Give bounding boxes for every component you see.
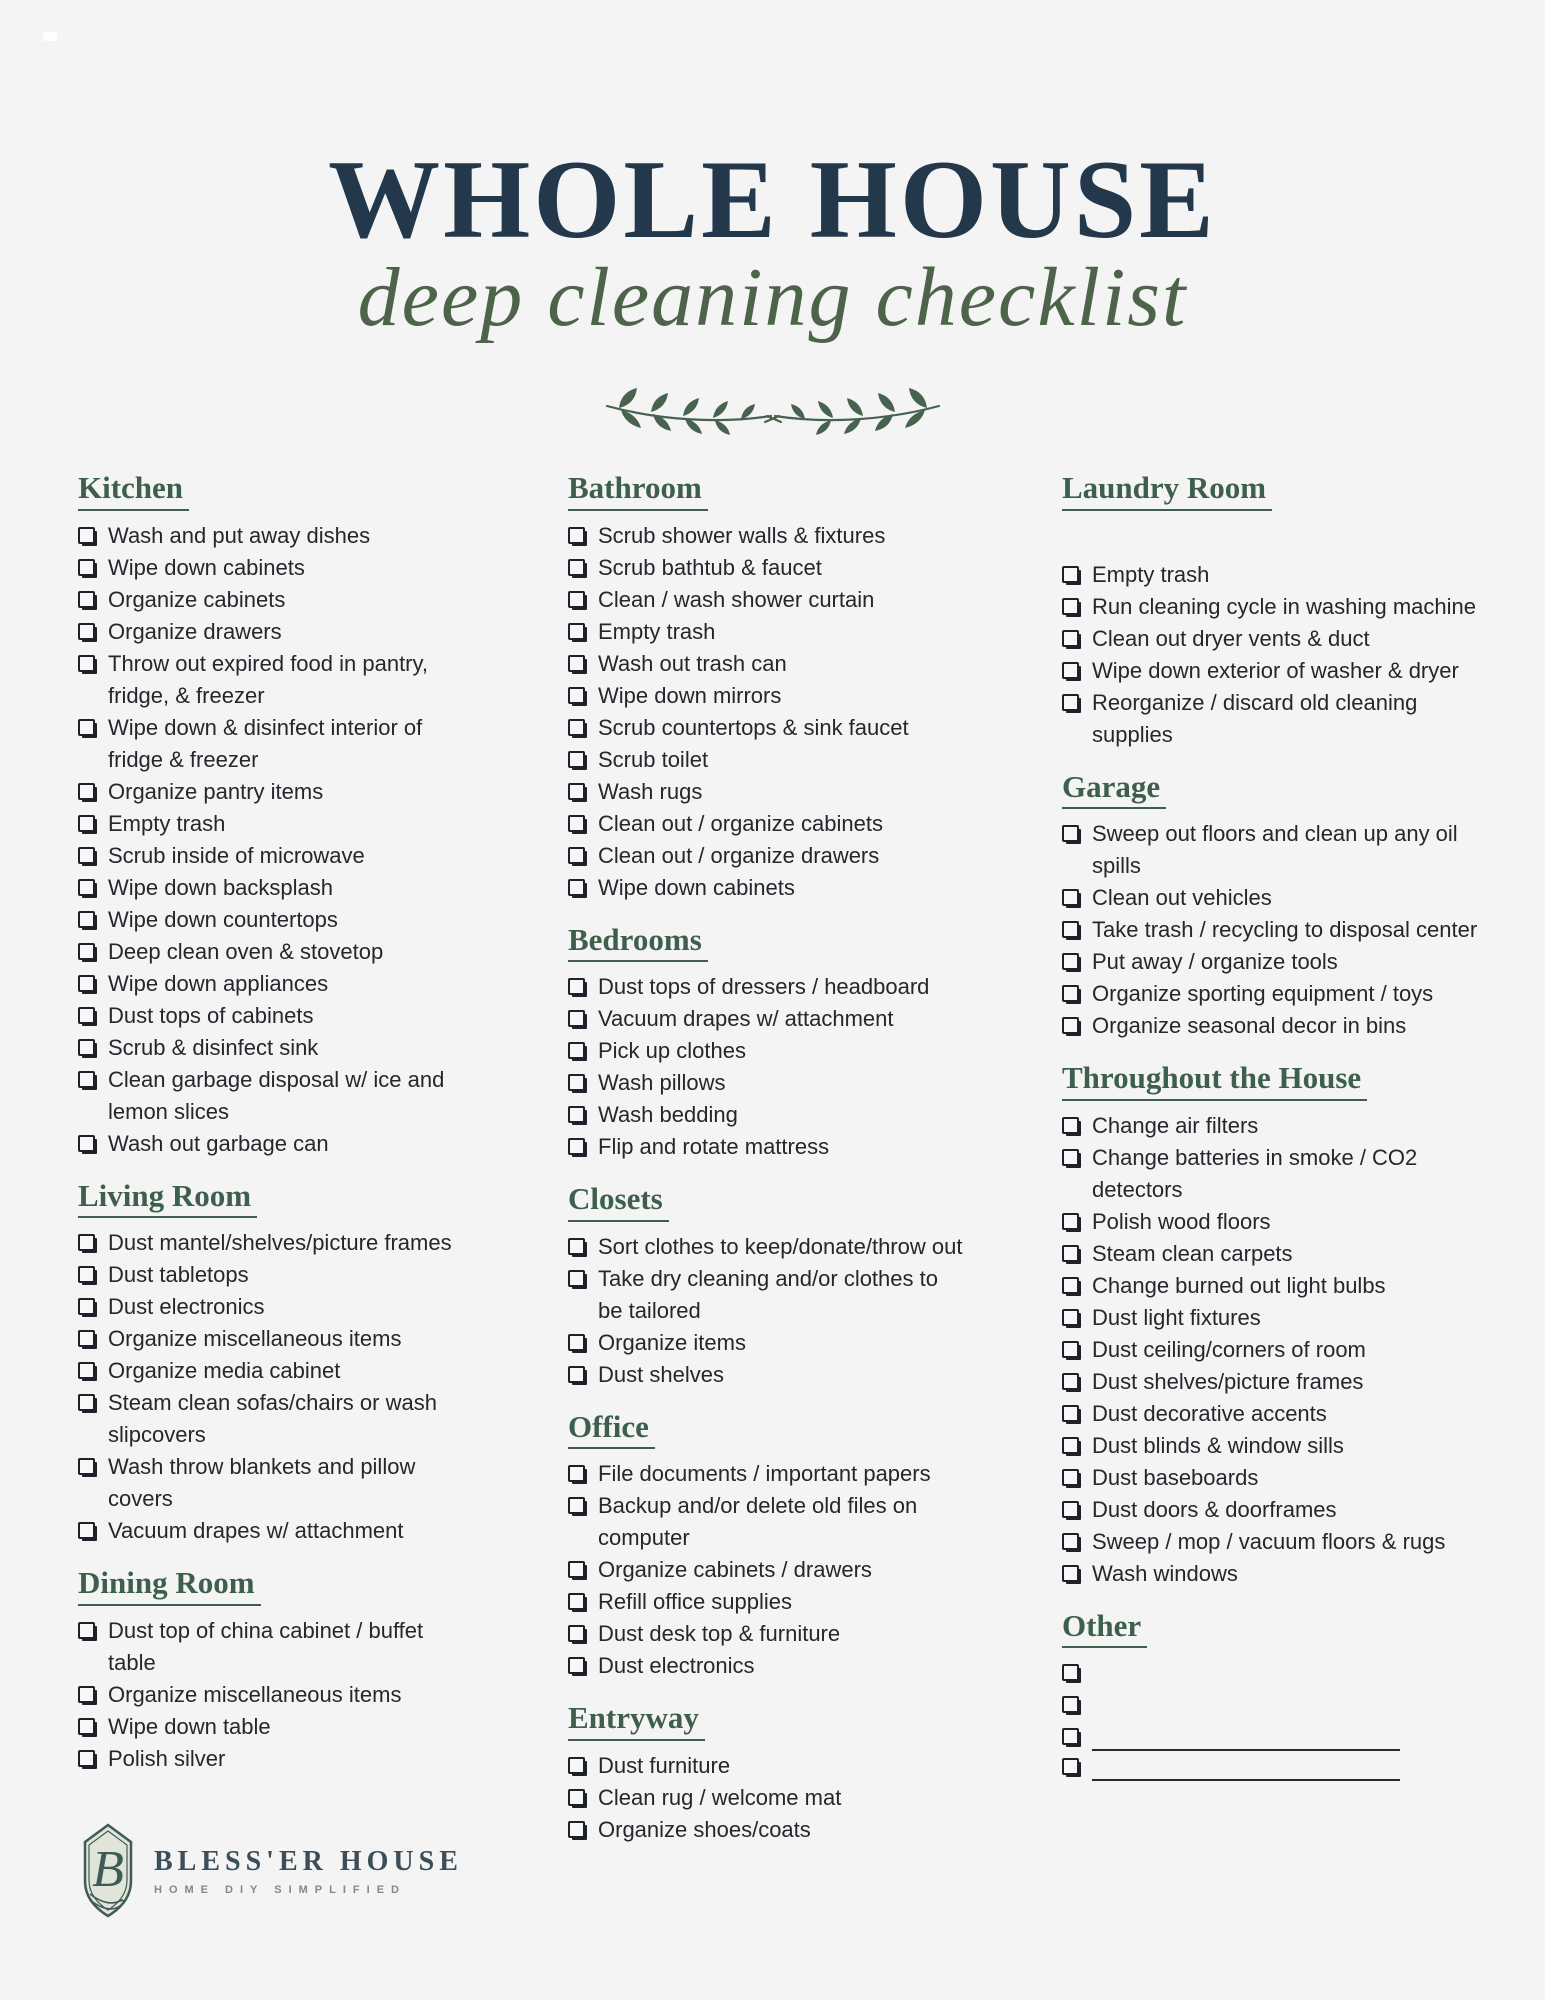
checklist-item [568,1650,968,1682]
checklist-item-label: File documents / important papers [598,1461,931,1487]
checklist-item [1062,687,1480,751]
checklist-item [568,1131,968,1163]
section-heading: Dining Room [78,1565,470,1606]
checklist-item-label: Change burned out light bulbs [1092,1272,1386,1298]
checkbox-icon[interactable] [568,1106,585,1123]
checklist-item-label: Wipe down & disinfect interior of fridge & freezer [108,714,423,772]
checklist-item [1062,1430,1480,1462]
checkbox-icon[interactable] [568,623,585,640]
checkbox-icon[interactable] [568,559,585,576]
checklist-item [78,616,470,648]
checklist-item-label: Clean out vehicles [1092,885,1272,911]
section-heading: Living Room [78,1178,470,1219]
checklist-item-label: Take dry cleaning and/or clothes to be tailored [598,1265,938,1323]
checklist-item-label: Dust baseboards [1092,1464,1259,1490]
checklist-item-label: Wash windows [1092,1560,1238,1586]
checklist-item-label: Change batteries in smoke / CO2 detectors [1092,1144,1418,1202]
checklist-item-label: Dust tabletops [108,1262,249,1288]
checklist-item [78,1387,470,1451]
checklist-item-label: Sort clothes to keep/donate/throw out [598,1233,963,1259]
checklist-item-label: Sweep / mop / vacuum floors & rugs [1092,1528,1446,1554]
checklist-item [568,1586,968,1618]
checklist-item-label: Empty trash [108,810,226,836]
checkbox-icon[interactable] [568,1593,585,1610]
checkbox-icon[interactable] [78,1071,95,1088]
checklist-item-label: Wipe down exterior of washer & dryer [1092,657,1459,683]
checklist-item-label: Dust blinds & window sills [1092,1432,1344,1458]
checklist-item-label: Wipe down backsplash [108,874,334,900]
checkbox-icon[interactable] [78,783,95,800]
checkbox-icon[interactable] [78,719,95,736]
checkbox-icon[interactable] [78,1135,95,1152]
checklist-item-label: Take trash / recycling to disposal center [1092,917,1478,943]
checklist-item-label: Sweep out floors and clean up any oil spills [1092,821,1458,879]
checkbox-icon[interactable] [568,1042,585,1059]
checkbox-icon[interactable] [78,1362,95,1379]
checkbox-icon[interactable] [1062,889,1079,906]
checklist-item [1062,1270,1480,1302]
checklist-item [568,971,968,1003]
checkbox-icon[interactable] [568,1497,585,1514]
checklist-item-label: Dust top of china cabinet / buffet table [108,1617,424,1675]
checklist-item-label: Empty trash [598,618,716,644]
checklist-item-label: Wash and put away dishes [108,522,371,548]
checklist-item [568,1458,968,1490]
fill-in-line[interactable] [1092,1755,1400,1781]
checkbox-icon[interactable] [568,1270,585,1287]
checkbox-icon[interactable] [1062,1533,1079,1550]
checkbox-icon[interactable] [1062,662,1079,679]
checkbox-icon[interactable] [78,1458,95,1475]
checklist-item-label: Scrub bathtub & faucet [598,554,822,580]
checklist-item [78,1064,470,1128]
checklist-item-label: Reorganize / discard old cleaning supplies [1092,689,1418,747]
checklist-item [78,1032,470,1064]
section-heading: Office [568,1409,968,1450]
checkbox-icon[interactable] [78,879,95,896]
checkbox-icon[interactable] [78,1298,95,1315]
checkbox-icon[interactable] [78,815,95,832]
checkbox-icon[interactable] [1062,1149,1079,1166]
checkbox-icon[interactable] [1062,1017,1079,1034]
checklist-item [78,1711,470,1743]
checklist-item [1062,1238,1480,1270]
checkbox-icon[interactable] [1062,1309,1079,1326]
checkbox-icon[interactable] [1062,1565,1079,1582]
checklist-item-label: Polish silver [108,1745,226,1771]
checklist-item-label: Organize cabinets / drawers [598,1557,872,1583]
checklist-item-label: Dust desk top & furniture [598,1621,841,1647]
checkbox-icon[interactable] [568,815,585,832]
section-heading: Throughout the House [1062,1060,1480,1101]
checklist-item-label: Wipe down cabinets [598,874,795,900]
section-heading: Closets [568,1181,968,1222]
checkbox-icon[interactable] [78,1718,95,1735]
page-title: WHOLE HOUSE [328,138,1217,262]
checklist-item-label: Dust mantel/shelves/picture frames [108,1230,452,1256]
checkbox-icon[interactable] [78,1522,95,1539]
checkbox-icon[interactable] [78,911,95,928]
checklist-item [1062,1302,1480,1334]
checklist-item-label: Organize miscellaneous items [108,1681,402,1707]
checklist-item [78,1679,470,1711]
checklist-item [568,1067,968,1099]
checklist-item [78,1451,470,1515]
checklist-item [1062,1366,1480,1398]
checklist-item [1062,655,1480,687]
checkbox-icon[interactable] [78,1330,95,1347]
section-heading: Kitchen [78,470,470,511]
checklist-item-label: Dust furniture [598,1752,731,1778]
checklist-item [1062,1334,1480,1366]
checklist-item-label: Wipe down appliances [108,970,329,996]
checklist-item [78,1743,470,1775]
checkbox-icon[interactable] [78,1266,95,1283]
checkbox-icon[interactable] [568,1821,585,1838]
checkbox-icon[interactable] [1062,921,1079,938]
checklist-item [568,1554,968,1586]
section-heading: Other [1062,1608,1480,1649]
checklist-column-middle [568,470,968,1846]
checklist-item [1062,1689,1480,1721]
checklist-item-label: Wipe down mirrors [598,682,782,708]
checklist-item-label: Pick up clothes [598,1038,746,1064]
checklist-item [1062,1657,1480,1689]
checkbox-icon[interactable] [1062,1728,1079,1745]
checklist-item [78,1615,470,1679]
checklist-item [568,680,968,712]
checklist-item-label: Clean out / organize cabinets [598,810,883,836]
checklist-item [78,904,470,936]
checkbox-icon[interactable] [568,1657,585,1674]
checklist-item [1062,946,1480,978]
checklist-item-label: Scrub shower walls & fixtures [598,522,886,548]
checklist-item-label: Wash out trash can [598,650,787,676]
checklist-item [78,1355,470,1387]
checklist-item-label: Vacuum drapes w/ attachment [108,1518,404,1544]
checkbox-icon[interactable] [78,1234,95,1251]
checklist-item [78,1000,470,1032]
checkbox-icon[interactable] [78,943,95,960]
checklist-item [78,1259,470,1291]
checklist-item [1062,591,1480,623]
checklist-item [1062,1494,1480,1526]
checklist-item [568,776,968,808]
checklist-item-label: Backup and/or delete old files on computer [598,1493,918,1551]
checklist-item [78,1128,470,1160]
checklist-item [568,808,968,840]
checklist-item-label: Organize miscellaneous items [108,1326,402,1352]
checkbox-icon[interactable] [1062,1501,1079,1518]
section-heading: Laundry Room [1062,470,1480,511]
checklist-item [568,1618,968,1650]
checkbox-icon[interactable] [568,1238,585,1255]
checkbox-icon[interactable] [568,879,585,896]
checklist-item [78,552,470,584]
checkbox-icon[interactable] [1062,825,1079,842]
checkbox-icon[interactable] [568,527,585,544]
checklist-item-label: Deep clean oven & stovetop [108,938,384,964]
checklist-item [78,520,470,552]
checklist-item [568,1327,968,1359]
page-subtitle: deep cleaning checklist [357,251,1188,344]
checklist-item [568,872,968,904]
checkbox-icon[interactable] [568,1465,585,1482]
checklist-item-label: Flip and rotate mattress [598,1134,830,1160]
checkbox-icon[interactable] [78,847,95,864]
checklist-item [1062,559,1480,591]
checklist-item [78,776,470,808]
checkbox-icon[interactable] [1062,1117,1079,1134]
brand-name: BLESS'ER HOUSE [154,1846,463,1877]
checklist-item [1062,818,1480,882]
checkbox-icon[interactable] [1062,566,1079,583]
checklist-item-label: Organize media cabinet [108,1358,341,1384]
checklist-item-label: Clean / wash shower curtain [598,586,875,612]
checklist-item-label: Dust decorative accents [1092,1400,1327,1426]
checkbox-icon[interactable] [78,1686,95,1703]
checklist-item-label: Dust electronics [108,1294,265,1320]
checkbox-icon[interactable] [568,1138,585,1155]
checklist-item-label: Vacuum drapes w/ attachment [598,1006,894,1032]
checklist-item-label: Run cleaning cycle in washing machine [1092,593,1476,619]
checklist-item [568,648,968,680]
checklist-item-label: Organize shoes/coats [598,1816,811,1842]
checkbox-icon[interactable] [78,559,95,576]
checklist-item-label: Empty trash [1092,561,1210,587]
checkbox-icon[interactable] [1062,953,1079,970]
checklist-item [78,584,470,616]
checkbox-icon[interactable] [1062,1341,1079,1358]
section-heading: Bathroom [568,470,968,511]
checklist-item-label: Wipe down cabinets [108,554,305,580]
checklist-item [78,1515,470,1547]
laurel-divider-icon [599,386,947,442]
scan-artifact-dot [43,32,57,41]
checkbox-icon[interactable] [78,655,95,672]
checklist-item-label: Refill office supplies [598,1589,793,1615]
checklist-item-label: Wash bedding [598,1102,738,1128]
checklist-item [78,648,470,712]
checklist-item [568,1782,968,1814]
checklist-item-label: Clean rug / welcome mat [598,1784,842,1810]
checklist-item [1062,1751,1480,1781]
checklist-item [1062,1462,1480,1494]
checklist-item-label: Dust ceiling/corners of room [1092,1336,1366,1362]
checkbox-icon[interactable] [568,1366,585,1383]
checklist-item-label: Clean out dryer vents & duct [1092,625,1370,651]
checklist-column-left [78,470,470,1775]
checklist-item [78,1227,470,1259]
checklist-item-label: Wipe down table [108,1713,271,1739]
checklist-item [568,712,968,744]
checkbox-icon[interactable] [568,978,585,995]
checkbox-icon[interactable] [1062,1758,1079,1775]
brand-logo [80,1822,463,1920]
checkbox-icon[interactable] [1062,985,1079,1002]
brand-tagline: HOME DIY SIMPLIFIED [154,1884,406,1896]
section-heading: Entryway [568,1700,968,1741]
checkbox-icon[interactable] [78,1750,95,1767]
checklist-item [568,552,968,584]
laurel-divider [0,386,1545,447]
checkbox-icon[interactable] [568,655,585,672]
checklist-item [78,1323,470,1355]
checklist-item-label: Organize cabinets [108,586,286,612]
checklist-item-label: Clean garbage disposal w/ ice and lemon slices [108,1066,445,1124]
section-heading: Bedrooms [568,922,968,963]
checklist-item-label: Organize sporting equipment / toys [1092,981,1434,1007]
checklist-item [78,936,470,968]
checkbox-icon[interactable] [568,719,585,736]
checklist-item [568,1814,968,1846]
checklist-item-label: Wash pillows [598,1070,726,1096]
checklist-item-label: Scrub inside of microwave [108,842,365,868]
checklist-item [568,1490,968,1554]
checklist-item [78,872,470,904]
checklist-item-label: Clean out / organize drawers [598,842,880,868]
checklist-item [568,1359,968,1391]
checkbox-icon[interactable] [1062,630,1079,647]
checkbox-icon[interactable] [78,1394,95,1411]
checkbox-icon[interactable] [568,751,585,768]
checklist-item [78,712,470,776]
checklist-item [1062,1206,1480,1238]
checklist-item-label: Dust shelves/picture frames [1092,1368,1364,1394]
checklist-item-label: Dust tops of cabinets [108,1002,314,1028]
checkbox-icon[interactable] [568,1561,585,1578]
checkbox-icon[interactable] [568,1334,585,1351]
checkbox-icon[interactable] [568,783,585,800]
checkbox-icon[interactable] [1062,1469,1079,1486]
checklist-item [568,520,968,552]
checkbox-icon[interactable] [568,1010,585,1027]
checklist-item [1062,978,1480,1010]
checklist-item-label: Scrub countertops & sink faucet [598,714,909,740]
checklist-item-label: Steam clean carpets [1092,1240,1293,1266]
fill-in-line[interactable] [1092,1725,1400,1751]
checklist-item [568,584,968,616]
brand-badge-icon [80,1822,136,1920]
checklist-item [78,1291,470,1323]
checklist-item-label: Wash out garbage can [108,1130,329,1156]
checklist-column-right [1062,470,1480,1781]
checklist-item [1062,1398,1480,1430]
checklist-item [1062,882,1480,914]
checklist-item [568,744,968,776]
checklist-item-label: Organize drawers [108,618,282,644]
checkbox-icon[interactable] [1062,598,1079,615]
checklist-item [568,1003,968,1035]
checkbox-icon[interactable] [568,847,585,864]
checklist-item-label: Dust light fixtures [1092,1304,1261,1330]
checklist-item [1062,1010,1480,1042]
checklist-item-label: Organize seasonal decor in bins [1092,1013,1407,1039]
checklist-item-label: Scrub toilet [598,746,709,772]
checklist-item [1062,1558,1480,1590]
checklist-item [1062,914,1480,946]
checklist-item [568,1035,968,1067]
checklist-item [568,1263,968,1327]
checkbox-icon[interactable] [78,1622,95,1639]
checklist-item [1062,623,1480,655]
checklist-item [568,1099,968,1131]
checklist-item-label: Throw out expired food in pantry, fridge, & freezer [108,650,428,708]
checklist-item [568,616,968,648]
checkbox-icon[interactable] [1062,1696,1079,1713]
checkbox-icon[interactable] [568,591,585,608]
checkbox-icon[interactable] [1062,1664,1079,1681]
checkbox-icon[interactable] [1062,1405,1079,1422]
checklist-item-label: Put away / organize tools [1092,949,1338,975]
checklist-item [1062,1110,1480,1142]
checklist-item-label: Polish wood floors [1092,1208,1271,1234]
checkbox-icon[interactable] [568,1625,585,1642]
checklist-item-label: Dust tops of dressers / headboard [598,974,930,1000]
checklist-item-label: Dust doors & doorframes [1092,1496,1337,1522]
checkbox-icon[interactable] [78,975,95,992]
checkbox-icon[interactable] [78,1007,95,1024]
checkbox-icon[interactable] [1062,1277,1079,1294]
checkbox-icon[interactable] [1062,1245,1079,1262]
checklist-item [78,968,470,1000]
checklist-item [568,1231,968,1263]
checklist-item-label: Dust shelves [598,1361,724,1387]
checkbox-icon[interactable] [1062,694,1079,711]
checkbox-icon[interactable] [568,687,585,704]
checkbox-icon[interactable] [568,1757,585,1774]
checklist-item [1062,1526,1480,1558]
checkbox-icon[interactable] [568,1074,585,1091]
checklist-item-label: Wipe down countertops [108,906,338,932]
checkbox-icon[interactable] [78,1039,95,1056]
checklist-item-label: Dust electronics [598,1653,755,1679]
checklist-item-label: Wash rugs [598,778,703,804]
checkbox-icon[interactable] [78,623,95,640]
checkbox-icon[interactable] [1062,1213,1079,1230]
checkbox-icon[interactable] [1062,1373,1079,1390]
checklist-item [1062,1721,1480,1751]
checklist-item-label: Wash throw blankets and pillow covers [108,1454,416,1512]
checklist-item-label: Organize items [598,1329,746,1355]
checklist-item [78,840,470,872]
checklist-item [78,808,470,840]
checkbox-icon[interactable] [1062,1437,1079,1454]
checklist-item-label: Organize pantry items [108,778,324,804]
checklist-item [1062,1142,1480,1206]
checkbox-icon[interactable] [78,527,95,544]
checklist-item-label: Change air filters [1092,1112,1259,1138]
checklist-item [568,840,968,872]
checkbox-icon[interactable] [78,591,95,608]
brand-text [154,1846,463,1896]
checklist-item-label: Steam clean sofas/chairs or wash slipcovers [108,1390,437,1448]
checkbox-icon[interactable] [568,1789,585,1806]
checklist-item-label: Scrub & disinfect sink [108,1034,319,1060]
section-heading: Garage [1062,769,1480,810]
brand-monogram: B [92,1841,124,1898]
checklist-item [568,1750,968,1782]
